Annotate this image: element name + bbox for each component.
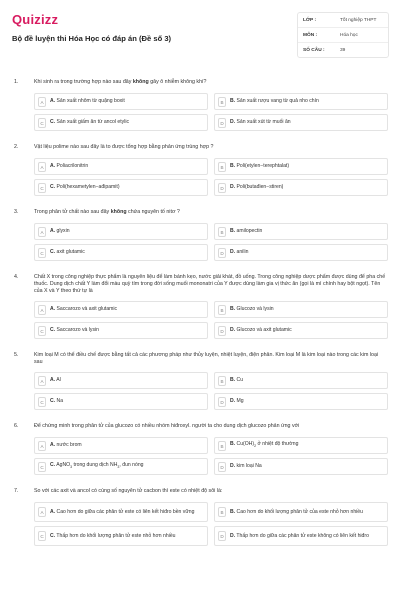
question-number: 4. xyxy=(14,274,19,280)
question-text-emphasis: không xyxy=(110,209,127,215)
option-prefix: B. xyxy=(230,508,236,515)
option-prefix: C. xyxy=(50,398,56,405)
option-letter-badge: A xyxy=(38,376,46,386)
option-label: Sản xuất nhôm từ quặng boxit xyxy=(56,98,125,105)
option-label: Cu(OH) xyxy=(236,441,255,448)
option-text xyxy=(230,161,292,171)
answer-option-a[interactable] xyxy=(34,301,208,318)
answer-options xyxy=(34,372,388,410)
option-label: Cao hơn do khối lượng phân tử của este nhỏ hơn nhiều xyxy=(236,508,363,515)
meta-info-box xyxy=(297,12,389,58)
option-letter-badge: A xyxy=(38,97,46,107)
answer-option-a[interactable] xyxy=(34,158,208,175)
question-number: 7. xyxy=(14,488,19,494)
option-prefix: D. xyxy=(230,249,236,256)
meta-label: MÔN : xyxy=(303,33,318,38)
question-text-part: gây ô nhiễm không khí? xyxy=(148,79,207,85)
option-letter-badge: C xyxy=(38,248,46,258)
answer-option-c[interactable] xyxy=(34,244,208,261)
question-number: 2. xyxy=(14,144,19,150)
answer-option-b[interactable] xyxy=(214,93,388,110)
answer-option-d[interactable] xyxy=(214,322,388,339)
answer-option-d[interactable] xyxy=(214,114,388,131)
option-label: Sản xuất rượu vang từ quả nho chín xyxy=(236,98,319,105)
option-text xyxy=(230,531,372,541)
answer-option-d[interactable] xyxy=(214,179,388,196)
option-letter-badge: A xyxy=(38,507,46,517)
option-letter-badge: B xyxy=(218,507,226,517)
option-prefix: C. xyxy=(50,532,56,539)
answer-option-a[interactable] xyxy=(34,372,208,389)
option-label: Poli(butađien−stiren) xyxy=(236,184,284,191)
option-text xyxy=(50,117,132,127)
answer-options xyxy=(34,502,388,546)
question-text-part: So với các axit và ancol có cùng số nguyên tử cacbon thì este có nhiệt độ sôi là: xyxy=(34,488,223,494)
option-prefix: D. xyxy=(230,398,236,405)
option-prefix: B. xyxy=(230,98,236,105)
option-label: Thấp hơn do giữa các phân tử este không có liên kết hiđro xyxy=(236,532,369,539)
option-text xyxy=(230,96,322,106)
answer-option-a[interactable] xyxy=(34,437,208,454)
option-letter-badge: D xyxy=(218,397,226,407)
option-text xyxy=(50,161,91,171)
question-5 xyxy=(0,348,400,410)
option-prefix: D. xyxy=(230,463,236,470)
question-number: 6. xyxy=(14,423,19,429)
option-prefix: C. xyxy=(50,327,56,334)
answer-option-c[interactable] xyxy=(34,322,208,339)
question-2 xyxy=(0,140,400,196)
option-text xyxy=(50,507,197,517)
answer-row xyxy=(34,526,388,546)
option-letter-badge: D xyxy=(218,326,226,336)
answer-option-d[interactable] xyxy=(214,526,388,546)
option-letter-badge: A xyxy=(38,162,46,172)
option-text xyxy=(230,182,286,192)
option-label: Cu xyxy=(236,377,244,384)
question-text-part: Kim loại M có thể điều chế được bằng tất cả các phương pháp như thủy luyện, nhiệt luyện, điện phân. Kim loại M là kim loại nào trong các kim loại sau xyxy=(34,352,379,365)
question-number: 5. xyxy=(14,352,19,358)
option-label-cont: , đun nóng xyxy=(119,462,144,469)
option-text xyxy=(50,531,179,541)
question-text-emphasis: không xyxy=(132,79,149,85)
option-prefix: A. xyxy=(50,377,56,384)
answer-option-b[interactable] xyxy=(214,223,388,240)
option-label-cont: ở nhiệt độ thường xyxy=(256,441,299,448)
question-text xyxy=(34,270,388,295)
question-text-part: chứa nguyên tố nitơ ? xyxy=(126,209,180,215)
option-prefix: D. xyxy=(230,119,236,126)
option-letter-badge: C xyxy=(38,462,46,472)
meta-value: Tốt nghiệp THPT xyxy=(340,18,377,23)
option-letter-badge: D xyxy=(218,462,226,472)
meta-value: 39 xyxy=(340,48,346,53)
question-text-part: Chất X trong công nghiệp thực phẩm là nguyên liệu để làm bánh kẹo, nước giải khát, đồ uống. Trong công nghiệp dược phẩm được dùng để pha chế thuốc. Dung dịch chất Y làm đổi màu quỳ tím trong đời sống muối mononatri của Y được dùng làm gia vị thức ăn (gọi là mì chính hay bột ngọt). Tên của X và Y theo thứ tự là xyxy=(34,274,386,294)
answer-row xyxy=(34,158,388,175)
answer-row xyxy=(34,458,388,475)
question-number: 1. xyxy=(14,79,19,85)
option-prefix: D. xyxy=(230,184,236,191)
answer-row xyxy=(34,502,388,522)
option-letter-badge: D xyxy=(218,118,226,128)
option-letter-badge: A xyxy=(38,441,46,451)
option-prefix: D. xyxy=(230,532,236,539)
option-text xyxy=(50,375,64,385)
option-label: Saccarozo và axit glutamic xyxy=(56,306,118,313)
option-label: anilin xyxy=(236,249,249,256)
question-list xyxy=(0,75,400,555)
answer-row xyxy=(34,244,388,261)
meta-value: Hóa học xyxy=(340,33,358,38)
answer-row xyxy=(34,223,388,240)
option-prefix: A. xyxy=(50,163,56,170)
meta-label: LỚP : xyxy=(303,18,317,23)
answer-option-c[interactable] xyxy=(34,114,208,131)
option-letter-badge: C xyxy=(38,183,46,193)
header xyxy=(0,0,400,56)
option-letter-badge: A xyxy=(38,227,46,237)
option-label: glyxin xyxy=(56,228,70,235)
option-label: Sản xuất xút từ muối ăn xyxy=(236,119,291,126)
option-text xyxy=(230,461,265,471)
option-prefix: A. xyxy=(50,306,56,313)
option-letter-badge: B xyxy=(218,441,226,451)
answer-option-a[interactable] xyxy=(34,502,208,522)
option-text xyxy=(50,96,128,106)
meta-row-subject xyxy=(298,28,388,43)
answer-option-b[interactable] xyxy=(214,158,388,175)
option-prefix: A. xyxy=(50,442,56,449)
answer-option-b[interactable] xyxy=(214,502,388,522)
answer-option-c[interactable] xyxy=(34,526,208,546)
option-label: amilopectin xyxy=(236,228,263,235)
option-label: Poli(hexametylen−ađipamit) xyxy=(56,184,120,191)
option-label: Glucozo và lysin xyxy=(236,306,274,313)
option-prefix: B. xyxy=(230,228,236,235)
option-label-cont: trong dung dịch NH xyxy=(72,462,118,469)
option-label: axit glutamic xyxy=(56,249,85,256)
answer-option-c[interactable] xyxy=(34,179,208,196)
option-letter-badge: C xyxy=(38,397,46,407)
question-number: 3. xyxy=(14,209,19,215)
question-text-part: Để chứng minh trong phân tử của glucozo có nhiều nhóm hiđroxyl. người ta cho dung dịch glucozo phản ứng với xyxy=(34,423,300,429)
option-prefix: D. xyxy=(230,327,236,334)
option-text xyxy=(50,226,73,236)
answer-option-d[interactable] xyxy=(214,458,388,475)
question-4 xyxy=(0,270,400,339)
option-label: Mg xyxy=(236,398,244,405)
answer-option-a[interactable] xyxy=(34,223,208,240)
answer-option-b[interactable] xyxy=(214,437,388,454)
question-1 xyxy=(0,75,400,131)
option-label: Saccarozo và lysin xyxy=(56,327,99,334)
option-label: Na xyxy=(56,398,64,405)
answer-row xyxy=(34,393,388,410)
question-6 xyxy=(0,419,400,475)
subscript: 2 xyxy=(254,444,257,449)
option-letter-badge: C xyxy=(38,118,46,128)
answer-row xyxy=(34,179,388,196)
answer-options xyxy=(34,93,388,131)
option-letter-badge: B xyxy=(218,162,226,172)
answer-option-d[interactable] xyxy=(214,244,388,261)
option-letter-badge: A xyxy=(38,305,46,315)
page-title: Bộ đề luyện thi Hóa Học có đáp án (Đề số 3) xyxy=(12,34,172,43)
question-text xyxy=(34,75,388,87)
option-prefix: A. xyxy=(50,98,56,105)
option-text xyxy=(230,396,247,406)
option-letter-badge: D xyxy=(218,183,226,193)
answer-options xyxy=(34,223,388,261)
option-label: Thấp hơn do khối lượng phân tử este nhỏ hơn nhiều xyxy=(56,532,176,539)
question-text xyxy=(34,205,388,217)
option-text xyxy=(50,396,66,406)
meta-label: SỐ CÂU : xyxy=(303,48,325,53)
option-text xyxy=(50,182,123,192)
question-text xyxy=(34,140,388,152)
question-text-part: Khi sinh ra trong trường hợp nào sau đây xyxy=(34,79,133,85)
answer-option-c[interactable] xyxy=(34,458,208,475)
option-label: Sản xuất giấm ăn từ ancol etylic xyxy=(56,119,130,126)
option-prefix: C. xyxy=(50,119,56,126)
option-text xyxy=(230,117,294,127)
answer-row xyxy=(34,322,388,339)
answer-row xyxy=(34,437,388,454)
question-text-part: Vật liệu polime nào sau đây là to được tổng hợp bằng phản ứng trùng hợp ? xyxy=(34,144,214,150)
option-prefix: B. xyxy=(230,377,236,384)
option-letter-badge: B xyxy=(218,376,226,386)
meta-row-count xyxy=(298,43,388,58)
option-letter-badge: B xyxy=(218,227,226,237)
option-text xyxy=(50,440,85,450)
option-letter-badge: C xyxy=(38,531,46,541)
option-label: Poliacrilonitrin xyxy=(56,163,89,170)
option-prefix: C. xyxy=(50,184,56,191)
answer-options xyxy=(34,437,388,475)
answer-options xyxy=(34,158,388,196)
option-text xyxy=(230,439,301,451)
option-text xyxy=(50,460,147,472)
option-letter-badge: C xyxy=(38,326,46,336)
meta-row-class xyxy=(298,13,388,28)
answer-row xyxy=(34,372,388,389)
question-text-part: Trong phân tử chất nào sau đây xyxy=(34,209,111,215)
option-text xyxy=(230,325,295,335)
option-label: Poli(etylen−terephtalat) xyxy=(236,163,290,170)
question-text xyxy=(34,419,388,431)
answer-option-a[interactable] xyxy=(34,93,208,110)
answer-row xyxy=(34,114,388,131)
option-text xyxy=(230,304,277,314)
option-prefix: B. xyxy=(230,163,236,170)
option-label: AgNO xyxy=(56,462,71,469)
option-text xyxy=(230,375,246,385)
answer-option-b[interactable] xyxy=(214,372,388,389)
answer-option-d[interactable] xyxy=(214,393,388,410)
option-prefix: C. xyxy=(50,249,56,256)
question-text xyxy=(34,348,388,366)
option-text xyxy=(50,304,120,314)
question-text xyxy=(34,484,388,496)
option-text xyxy=(50,325,102,335)
quizizz-logo: Quizizz xyxy=(12,12,59,27)
option-prefix: C. xyxy=(50,462,56,469)
answer-option-b[interactable] xyxy=(214,301,388,318)
option-letter-badge: B xyxy=(218,305,226,315)
option-label: Glucozo và axit glutamic xyxy=(236,327,292,334)
option-label: Al xyxy=(56,377,61,384)
option-letter-badge: B xyxy=(218,97,226,107)
option-letter-badge: D xyxy=(218,248,226,258)
option-text xyxy=(230,247,251,257)
option-label: Cao hơn do giữa các phân tử este có liên kết hiđro bền vững xyxy=(56,508,195,515)
option-text xyxy=(230,226,265,236)
option-text xyxy=(50,247,88,257)
answer-option-c[interactable] xyxy=(34,393,208,410)
option-prefix: A. xyxy=(50,508,56,515)
option-prefix: B. xyxy=(230,306,236,313)
option-text xyxy=(230,507,366,517)
option-label: nước brom xyxy=(56,442,82,449)
subscript: 3 xyxy=(117,465,120,470)
option-prefix: B. xyxy=(230,441,236,448)
option-prefix: A. xyxy=(50,228,56,235)
question-3 xyxy=(0,205,400,261)
option-label: kim loại Na xyxy=(236,463,262,470)
answer-options xyxy=(34,301,388,339)
answer-row xyxy=(34,93,388,110)
question-7 xyxy=(0,484,400,546)
answer-row xyxy=(34,301,388,318)
subscript: 3 xyxy=(70,465,73,470)
option-letter-badge: D xyxy=(218,531,226,541)
